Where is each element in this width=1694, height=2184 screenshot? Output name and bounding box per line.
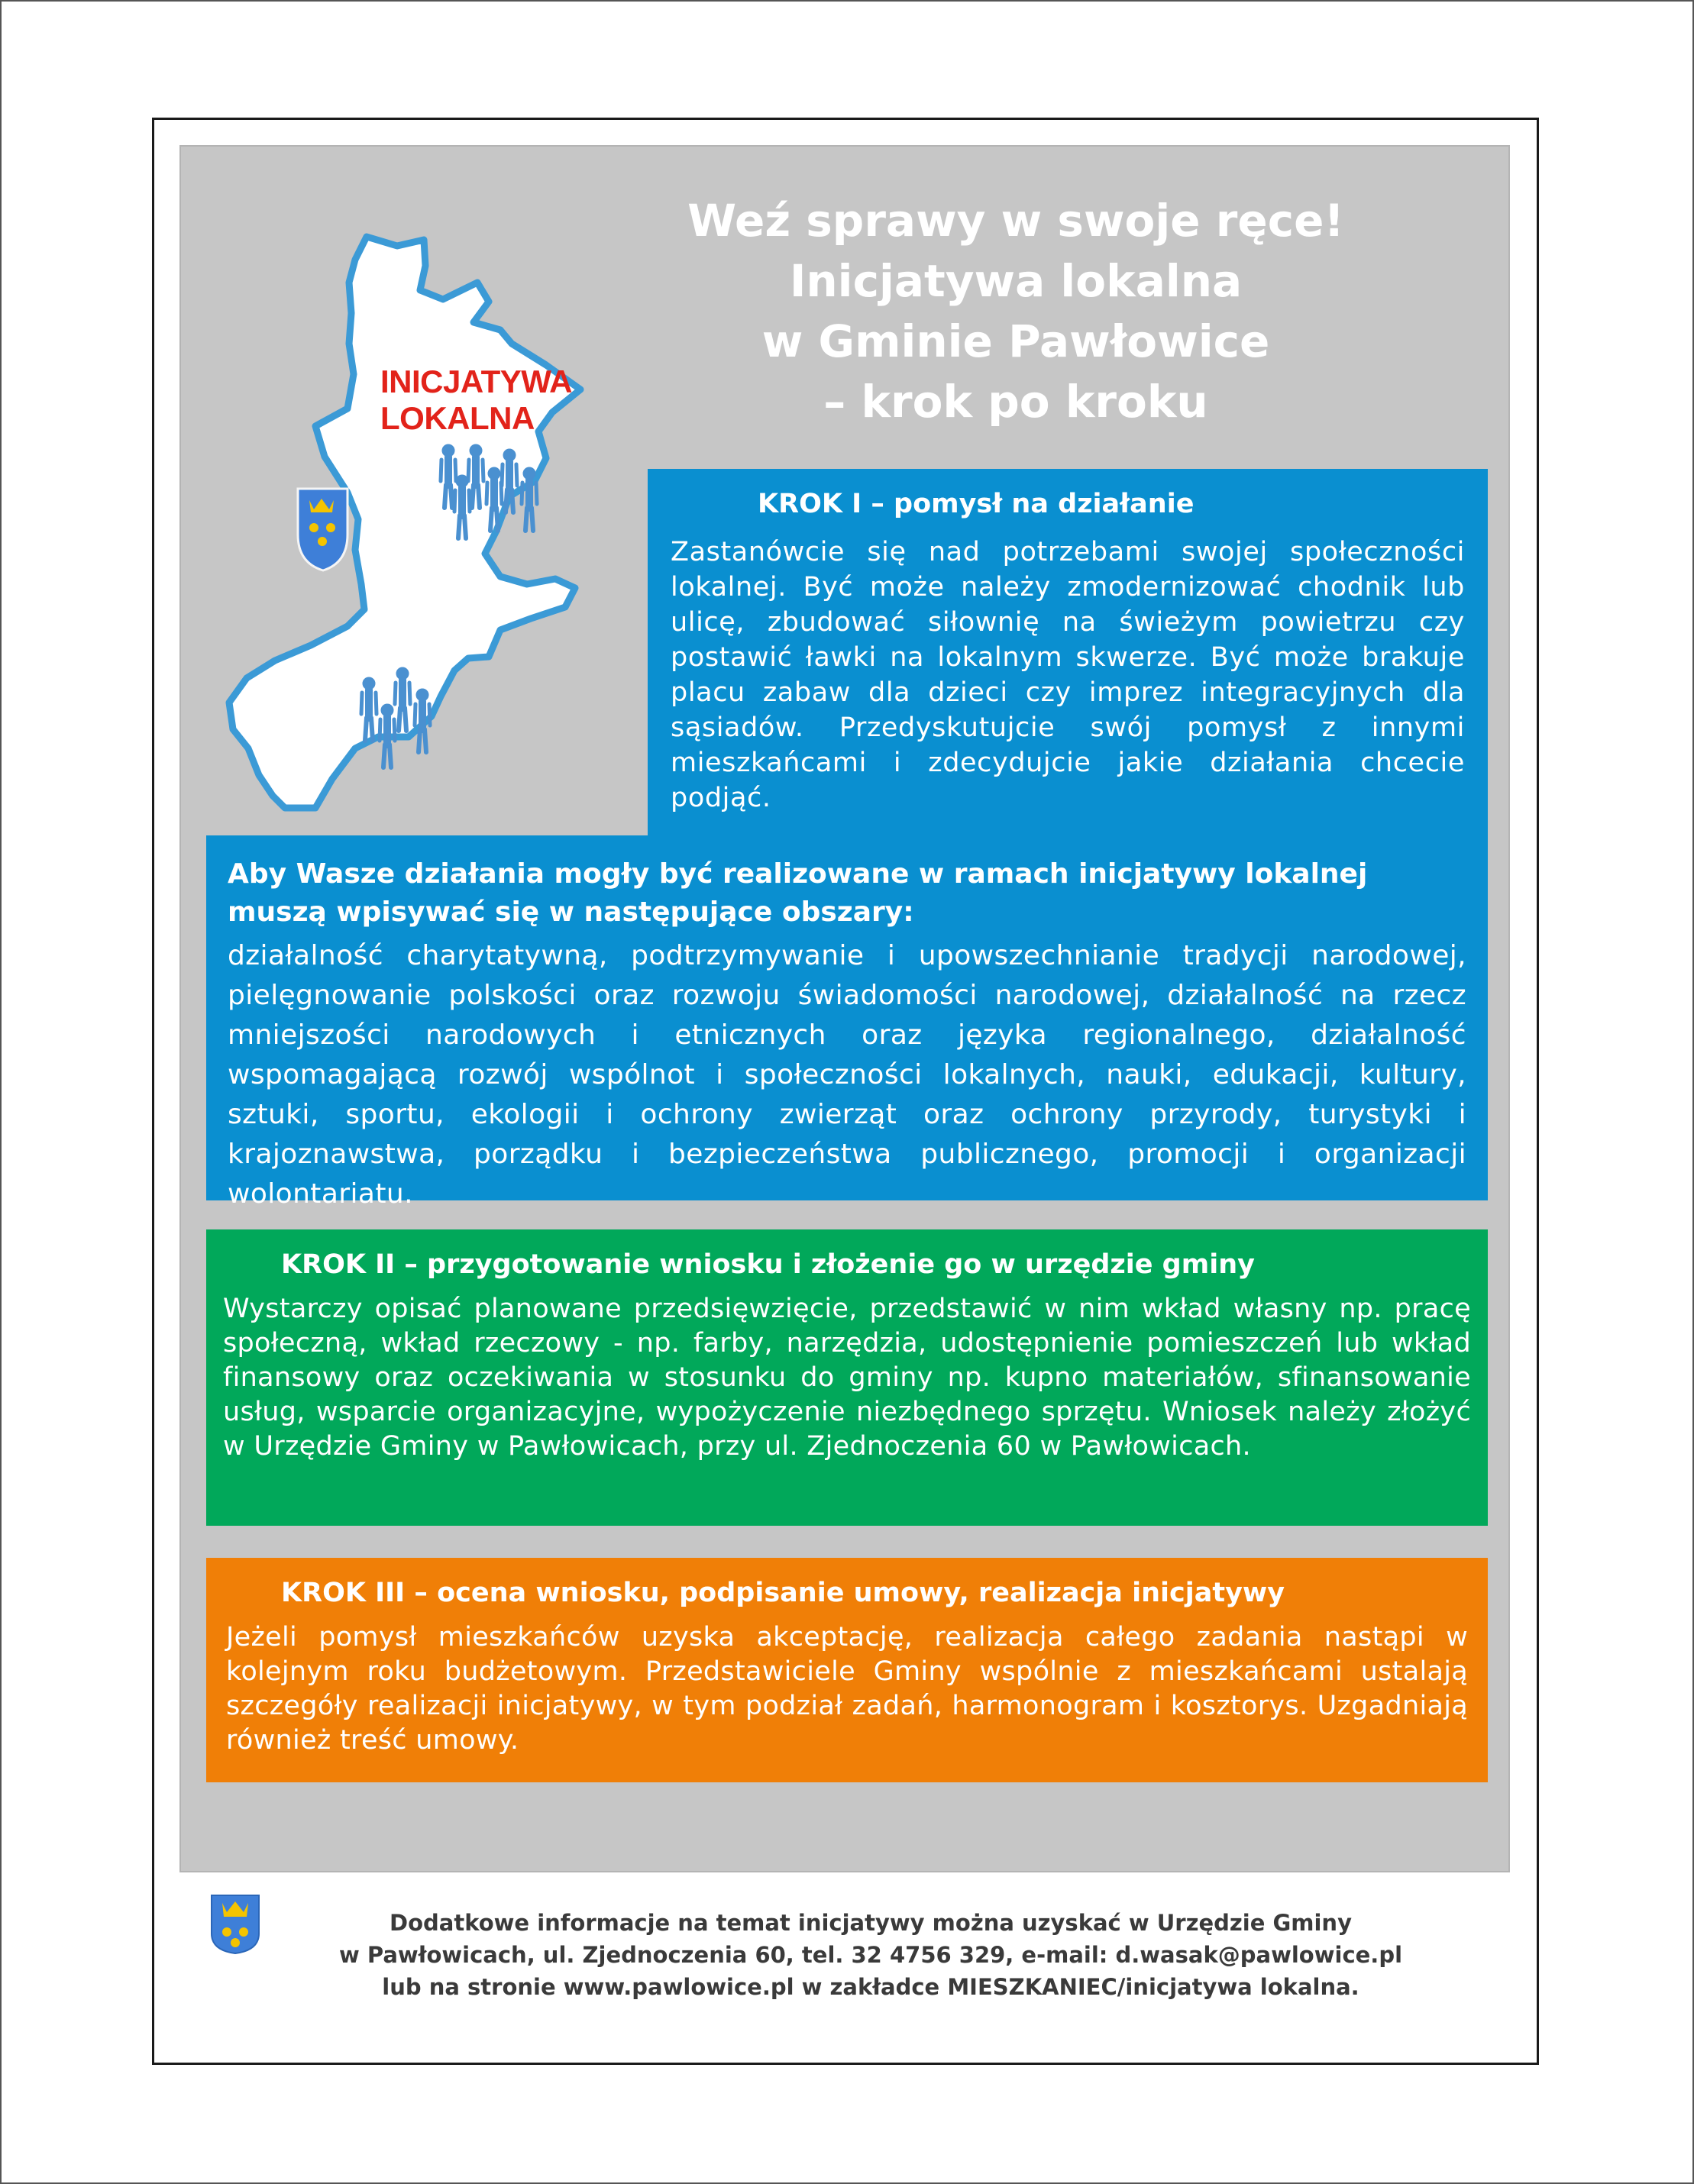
step-1-body: Zastanówcie się nad potrzebami swojej społeczności lokalnej. Być może należy zmodernizować chodnik lub ulicę, zbudować siłownię na świeżym powietrzu czy postawić ławki na lokalnym skwerze. Być może brakuje placu zabaw dla dzieci czy imprez integracyjnych dla sąsiadów. Przedyskutujcie swój pomysł z innymi mieszkańcami i zdecydujcie jakie działania chcecie podjąć.: [671, 537, 1465, 813]
logo-text: [380, 363, 572, 437]
gmina-map-icon: [225, 229, 622, 825]
step-1-box: [648, 469, 1488, 835]
footer-line-3: lub na stronie www.pawlowice.pl w zakładce MIESZKANIEC/inicjatywa lokalna.: [382, 1974, 1359, 2000]
headline-line-1: Weź sprawy w swoje ręce!: [687, 195, 1344, 247]
headline-line-2: Inicjatywa lokalna: [789, 255, 1243, 307]
footer-line-2: w Pawłowicach, ul. Zjednoczenia 60, tel. 32 4756 329, e-mail: d.wasak@pawlowice.pl: [338, 1942, 1403, 1968]
logo-line-2: LOKALNA: [380, 400, 535, 436]
footer-line-1: Dodatkowe informacje na temat inicjatywy można uzyskać w Urzędzie Gminy: [390, 1910, 1352, 1936]
poster-headline: [634, 191, 1398, 432]
step-1-title: KROK I – pomysł na działanie: [758, 489, 1195, 519]
areas-body: działalność charytatywną, podtrzymywanie i upowszechnianie tradycji narodowej, pielęgnowanie polskości oraz rozwoju świadomości narodowej, działalność na rzecz mniejszości narodowych i etnicznych oraz języka regionalnego, działalność wspomagającą rozwój wspólnot i społeczności lokalnych, nauki, edukacji, kultury, sztuki, sportu, ekologii i ochrony zwierząt oraz ochrony przyrody, turystyki i krajoznawstwa, porządku i bezpieczeństwa publicznego, promocji i organizacji wolontariatu.: [228, 940, 1466, 1210]
areas-lead: Aby Wasze działania mogły być realizowane w ramach inicjatywy lokalnej muszą wpisywać się w następujące obszary:: [228, 858, 1368, 928]
step-3-body: Jeżeli pomysł mieszkańców uzyska akceptację, realizacja całego zadania nastąpi w kolejnym roku budżetowym. Przedstawiciele Gminy wspólnie z mieszkańcami ustalają szczegóły realizacji inicjatywy, w tym podział zadań, harmonogram i kosztorys. Uzgadniają również treść umowy.: [226, 1622, 1468, 1756]
footer: [179, 1872, 1510, 2037]
step-3-title: KROK III – ocena wniosku, podpisanie umowy, realizacja inicjatywy: [281, 1578, 1285, 1608]
step-2-title: KROK II – przygotowanie wniosku i złożenie go w urzędzie gminy: [281, 1249, 1255, 1280]
areas-box: [206, 835, 1488, 1210]
step-3-box: [206, 1558, 1488, 1782]
headline-line-3: w Gminie Pawłowice: [761, 315, 1270, 367]
headline-line-4: – krok po kroku: [823, 376, 1208, 428]
step-2-box: [206, 1229, 1488, 1526]
coat-of-arms-icon: [210, 1894, 260, 1955]
footer-contact-info: [263, 1907, 1478, 2003]
logo-line-1: INICJATYWA: [380, 363, 572, 399]
step-2-body: Wystarczy opisać planowane przedsięwzięcie, przedstawić w nim wkład własny np. pracę społeczną, wkład rzeczowy - np. farby, narzędzia, udostępnienie pomieszczeń lub wkład finansowy oraz oczekiwania w stosunku do gminy np. kupno materiałów, sfinansowanie usług, wsparcie organizacyjne, wypożyczenie niezbędnego sprzętu. Wniosek należy złożyć w Urzędzie Gminy w Pawłowicach, przy ul. Zjednoczenia 60 w Pawłowicach.: [223, 1294, 1471, 1462]
